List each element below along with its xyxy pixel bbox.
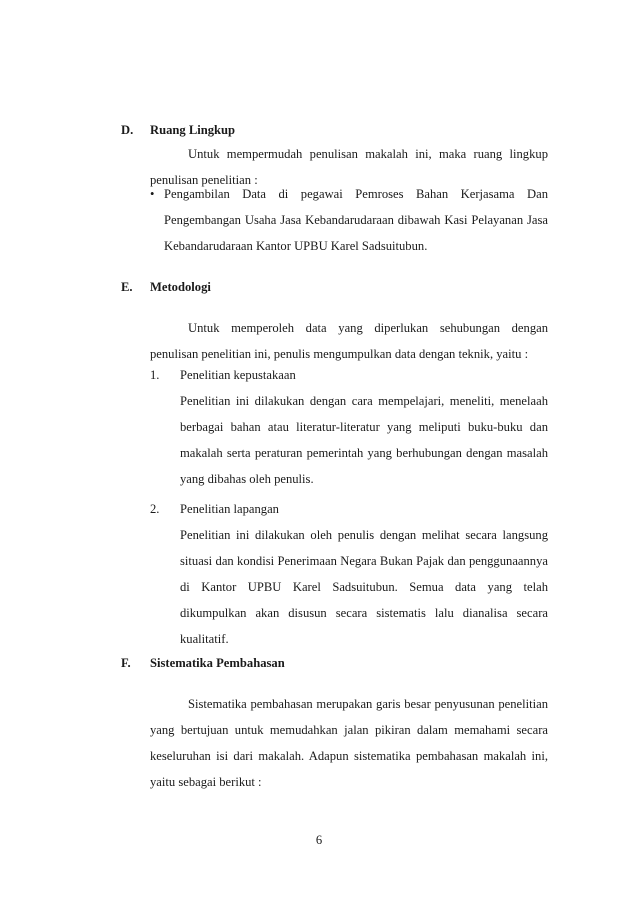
bullet-dot-icon: • — [150, 187, 155, 201]
paragraph-e-intro: Untuk memperoleh data yang diperlukan sehubungan dengan penulisan penelitian ini, penulis mengumpulkan data dengan teknik, yaitu : — [150, 321, 548, 361]
section-f-intro — [150, 691, 548, 795]
section-title-d: Ruang Lingkup — [150, 123, 236, 137]
method-item-2 — [150, 496, 548, 652]
section-d-bullet — [150, 181, 548, 259]
section-heading-e — [121, 279, 211, 295]
section-title-e: Metodologi — [150, 280, 211, 294]
section-heading-f — [121, 655, 285, 671]
method-number-2: 2. — [150, 502, 160, 516]
method-number-1: 1. — [150, 368, 160, 382]
section-letter-f: F. — [121, 656, 131, 670]
paragraph-d-intro: Untuk mempermudah penulisan makalah ini, maka ruang lingkup penulisan penelitian : — [150, 147, 548, 187]
method-title-1: Penelitian kepustakaan — [180, 368, 296, 382]
section-letter-e: E. — [121, 280, 133, 294]
method-text-1: Penelitian ini dilakukan dengan cara mempelajari, meneliti, menelaah berbagai bahan atau literatur-literatur yang meliputi buku-buku dan makalah serta peraturan pemerintah yang berhubungan dengan masalah yang dibahas oleh penulis. — [180, 394, 548, 486]
paragraph-f-intro: Sistematika pembahasan merupakan garis besar penyusunan penelitian yang bertujuan untuk memudahkan jalan pikiran dalam memahami secara keseluruhan isi dari makalah. Adapun sistematika pembahasan makalah ini, yaitu sebagai berikut : — [150, 697, 548, 789]
method-text-2: Penelitian ini dilakukan oleh penulis dengan melihat secara langsung situasi dan kondisi Penerimaan Negara Bukan Pajak dan penggunaannya di Kantor UPBU Karel Sadsuitubun. Semua data yang telah dikumpulkan akan disusun secara sistematis lalu dianalisa secara kualitatif. — [180, 528, 548, 646]
method-title-2: Penelitian lapangan — [180, 502, 279, 516]
method-item-1 — [150, 362, 548, 492]
section-e-intro — [150, 315, 548, 367]
page-number: 6 — [315, 833, 323, 847]
section-heading-d — [121, 122, 235, 138]
bullet-text-d: Pengambilan Data di pegawai Pemroses Bahan Kerjasama Dan Pengembangan Usaha Jasa Kebandarudaraan dibawah Kasi Pelayanan Jasa Kebandarudaraan Kantor UPBU Karel Sadsuitubun. — [164, 187, 548, 253]
section-title-f: Sistematika Pembahasan — [150, 656, 285, 670]
section-letter-d: D. — [121, 123, 134, 137]
